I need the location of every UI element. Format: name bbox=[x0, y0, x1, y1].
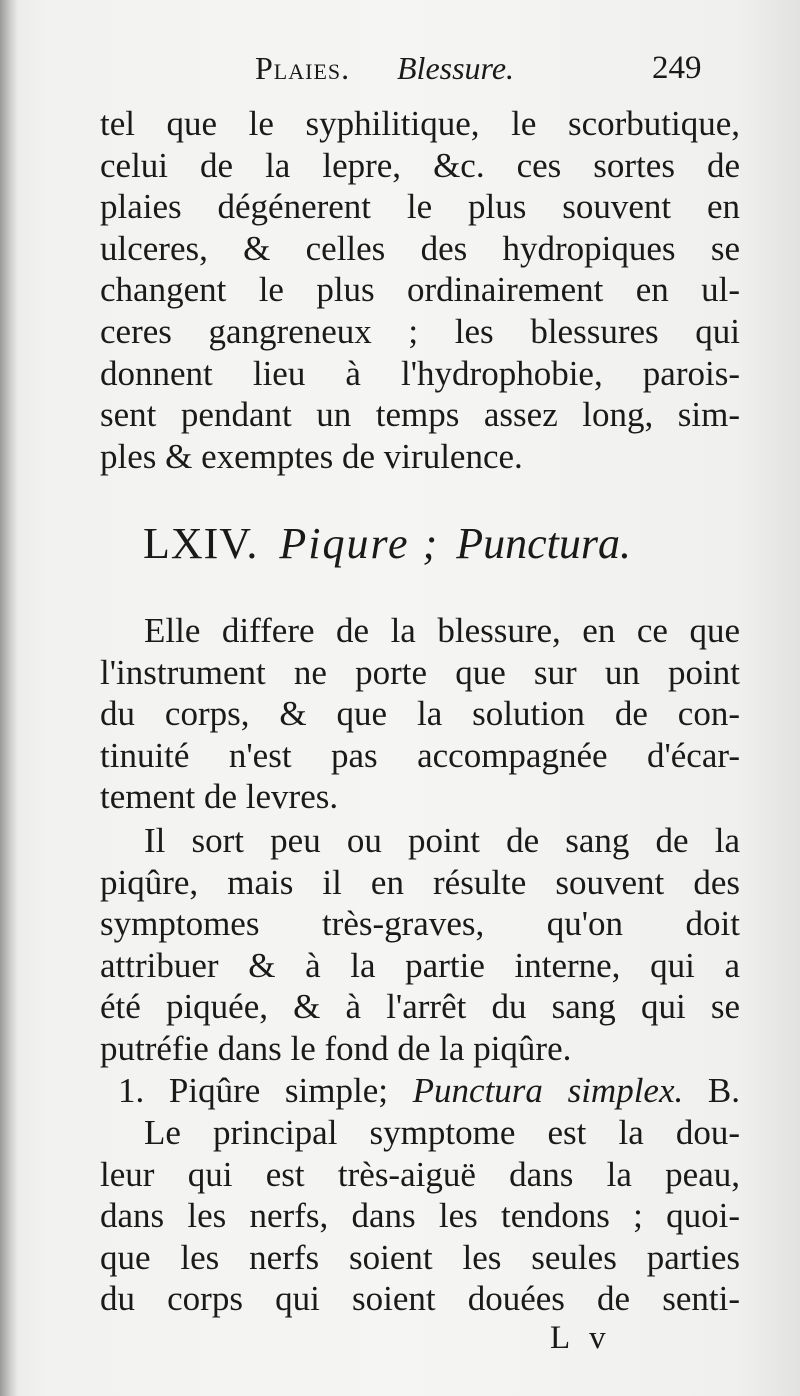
paragraph-symptoms bbox=[100, 820, 740, 1070]
text-line: Il sort peu ou point de sang de la bbox=[144, 821, 740, 860]
text-line bbox=[100, 1070, 740, 1112]
text-line: piqûre, mais il en résulte souvent des bbox=[100, 862, 740, 902]
text-line: ples & exemptes de virulence. bbox=[100, 436, 523, 476]
running-head bbox=[0, 46, 800, 94]
subsection-title-latin: Punctura simplex. bbox=[412, 1071, 684, 1110]
paragraph-continuation bbox=[100, 103, 740, 477]
text-line: tel que le syphilitique, le scorbutique, bbox=[100, 104, 740, 143]
running-head-section: Plaies. bbox=[255, 50, 351, 86]
text-line: plaies dégénerent le plus souvent en bbox=[100, 187, 740, 227]
text-line: Elle differe de la blessure, en ce que bbox=[144, 611, 740, 650]
text-line: été piquée, & à l'arrêt du sang qui se bbox=[100, 987, 740, 1027]
section-title-french: Piqure ; bbox=[279, 519, 440, 568]
text-line: tinuité n'est pas accompagnée d'écar- bbox=[100, 735, 740, 775]
gutter-shadow bbox=[0, 0, 18, 1396]
subsection-mark: B. bbox=[707, 1071, 740, 1110]
page-number: 249 bbox=[652, 50, 702, 86]
text-line: changent le plus ordinairement en ul- bbox=[100, 270, 740, 310]
text-line: putréfie dans le fond de la piqûre. bbox=[100, 1028, 572, 1068]
text-line: donnent lieu à l'hydrophobie, parois- bbox=[100, 353, 740, 393]
subsection-heading bbox=[100, 1070, 740, 1112]
text-line: que les nerfs soient les seules parties bbox=[100, 1237, 740, 1277]
section-number: LXIV. bbox=[143, 519, 259, 568]
text-line: attribuer & à la partie interne, qui a bbox=[100, 945, 740, 985]
text-line: l'instrument ne porte que sur un point bbox=[100, 652, 740, 692]
text-line: du corps, & que la solution de con- bbox=[100, 694, 740, 734]
subsection-title: 1. Piqûre simple; bbox=[118, 1071, 388, 1110]
section-heading bbox=[143, 518, 631, 569]
signature-mark: L v bbox=[550, 1320, 612, 1356]
paragraph-principal-symptom bbox=[100, 1112, 740, 1320]
text-line: tement de levres. bbox=[100, 777, 339, 817]
text-line: leur qui est très-aiguë dans la peau, bbox=[100, 1154, 740, 1194]
text-line: celui de la lepre, &c. ces sortes de bbox=[100, 145, 740, 185]
paragraph-definition bbox=[100, 610, 740, 818]
text-line: symptomes très-graves, qu'on doit bbox=[100, 904, 740, 944]
text-line: dans les nerfs, dans les tendons ; quoi- bbox=[100, 1196, 740, 1236]
section-title-latin: Punctura. bbox=[456, 519, 631, 568]
text-line: ulceres, & celles des hydropiques se bbox=[100, 228, 740, 268]
text-line: sent pendant un temps assez long, sim- bbox=[100, 395, 740, 435]
text-line: ceres gangreneux ; les blessures qui bbox=[100, 311, 740, 351]
text-line: du corps qui soient douées de senti- bbox=[100, 1279, 740, 1319]
running-head-subject: Blessure. bbox=[397, 50, 515, 86]
text-line: Le principal symptome est la dou- bbox=[144, 1113, 740, 1152]
